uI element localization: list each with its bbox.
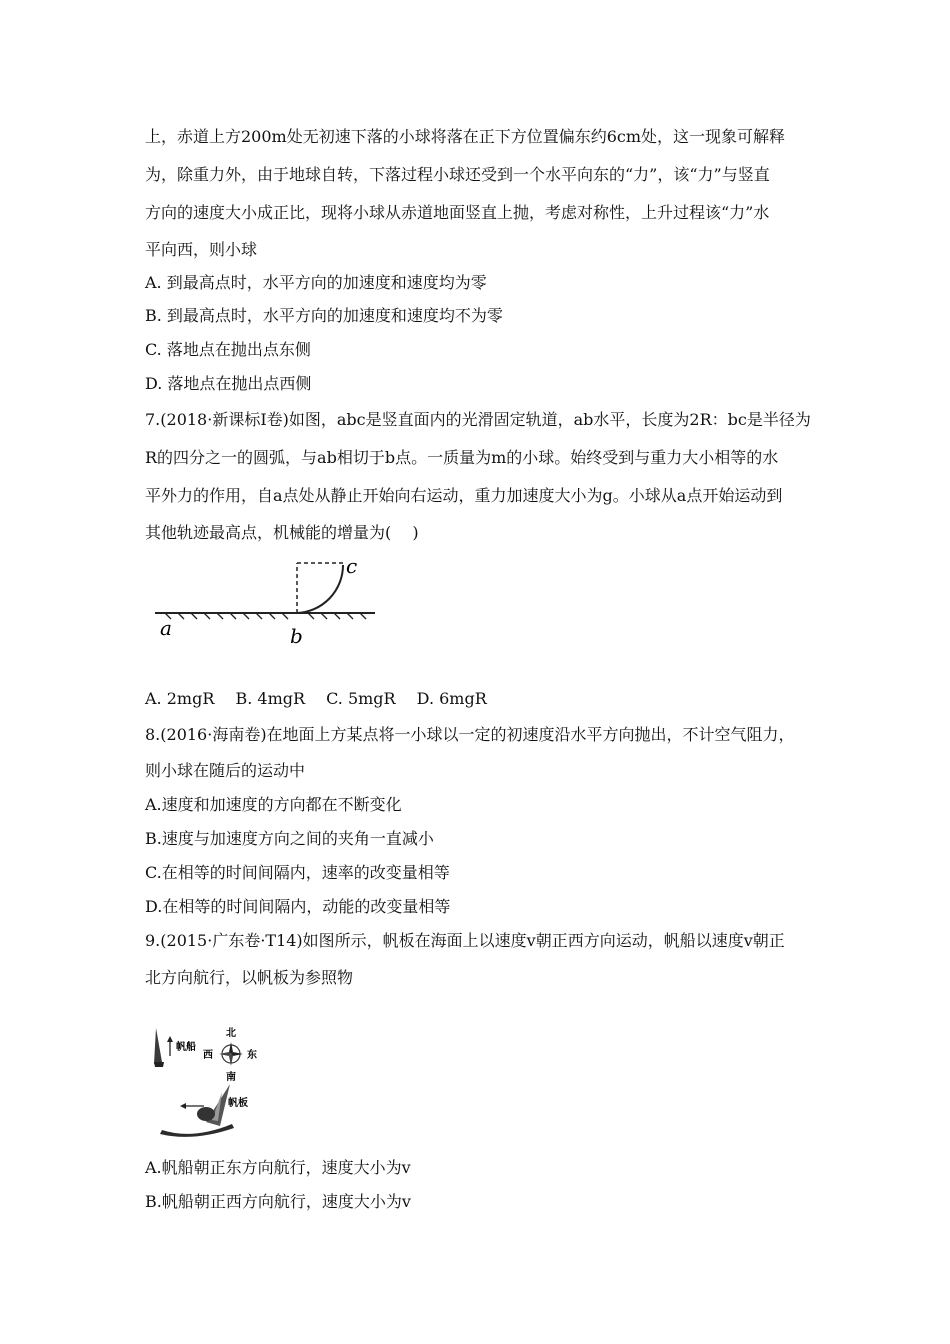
sailboat-icon [154, 1028, 164, 1067]
north-label: 北 [226, 1028, 236, 1039]
sailboard-icon [160, 1084, 234, 1137]
q6-line-3: 方向的速度大小成正比，现将小球从赤道地面竖直上抛，考虑对称性，上升过程该“力”水 [145, 203, 770, 222]
quarter-arc-bc [297, 565, 343, 613]
board-arrow-head [180, 1103, 186, 1109]
q6-option-d: D. 落地点在抛出点西侧 [145, 374, 312, 393]
track-figure [150, 555, 390, 650]
q9-option-a: A.帆船朝正东方向航行，速度大小为v [145, 1158, 411, 1177]
q9-line-2: 北方向航行，以帆板为参照物 [145, 968, 354, 987]
east-label: 东 [247, 1050, 257, 1061]
q8-option-b: B.速度与加速度方向之间的夹角一直减小 [145, 829, 434, 848]
board-label: 帆板 [228, 1098, 248, 1109]
q7-line-3: 平外力的作用，自a点处从静止开始向右运动，重力加速度大小为g。小球从a点开始运动到 [145, 486, 783, 505]
q8-option-a: A.速度和加速度的方向都在不断变化 [145, 795, 402, 814]
label-c: c [346, 555, 358, 578]
compass-icon [219, 1042, 243, 1066]
q6-line-4: 平向西，则小球 [145, 240, 258, 259]
south-label: 南 [226, 1072, 236, 1083]
q8-option-d: D.在相等的时间间隔内，动能的改变量相等 [145, 897, 451, 916]
boat-label: 帆船 [176, 1042, 196, 1053]
label-b: b [290, 624, 303, 648]
q9-line-1: 9.(2015·广东卷·T14)如图所示，帆板在海面上以速度v朝正西方向运动，帆船以速度v朝正 [145, 931, 785, 950]
label-a: a [160, 616, 172, 640]
q6-option-b: B. 到最高点时，水平方向的加速度和速度均不为零 [145, 306, 503, 325]
sailboat-figure [148, 1022, 273, 1140]
q7-line-1: 7.(2018·新课标I卷)如图，abc是竖直面内的光滑固定轨道，ab水平，长度为2R：bc是半径为 [145, 410, 811, 429]
q7-options: A. 2mgR B. 4mgR C. 5mgR D. 6mgR [145, 689, 487, 708]
q6-option-a: A. 到最高点时，水平方向的加速度和速度均为零 [145, 273, 487, 292]
q8-line-2: 则小球在随后的运动中 [145, 761, 306, 780]
q9-option-b: B.帆船朝正西方向航行，速度大小为v [145, 1192, 411, 1211]
q8-option-c: C.在相等的时间间隔内，速率的改变量相等 [145, 863, 450, 882]
q6-line-2: 为，除重力外，由于地球自转，下落过程小球还受到一个水平向东的“力”，该“力”与竖直 [145, 165, 770, 184]
q7-line-2: R的四分之一的圆弧，与ab相切于b点。一质量为m的小球。始终受到与重力大小相等的水 [145, 448, 779, 467]
q6-option-c: C. 落地点在抛出点东侧 [145, 340, 311, 359]
west-label: 西 [203, 1050, 213, 1061]
q8-line-1: 8.(2016·海南卷)在地面上方某点将一小球以一定的初速度沿水平方向抛出，不计空气阻力， [145, 725, 795, 744]
boat-arrow-head [167, 1036, 173, 1042]
q6-line-1: 上，赤道上方200m处无初速下落的小球将落在正下方位置偏东约6cm处，这一现象可解释 [145, 127, 786, 146]
q7-line-4: 其他轨迹最高点，机械能的增量为( ) [145, 523, 419, 542]
